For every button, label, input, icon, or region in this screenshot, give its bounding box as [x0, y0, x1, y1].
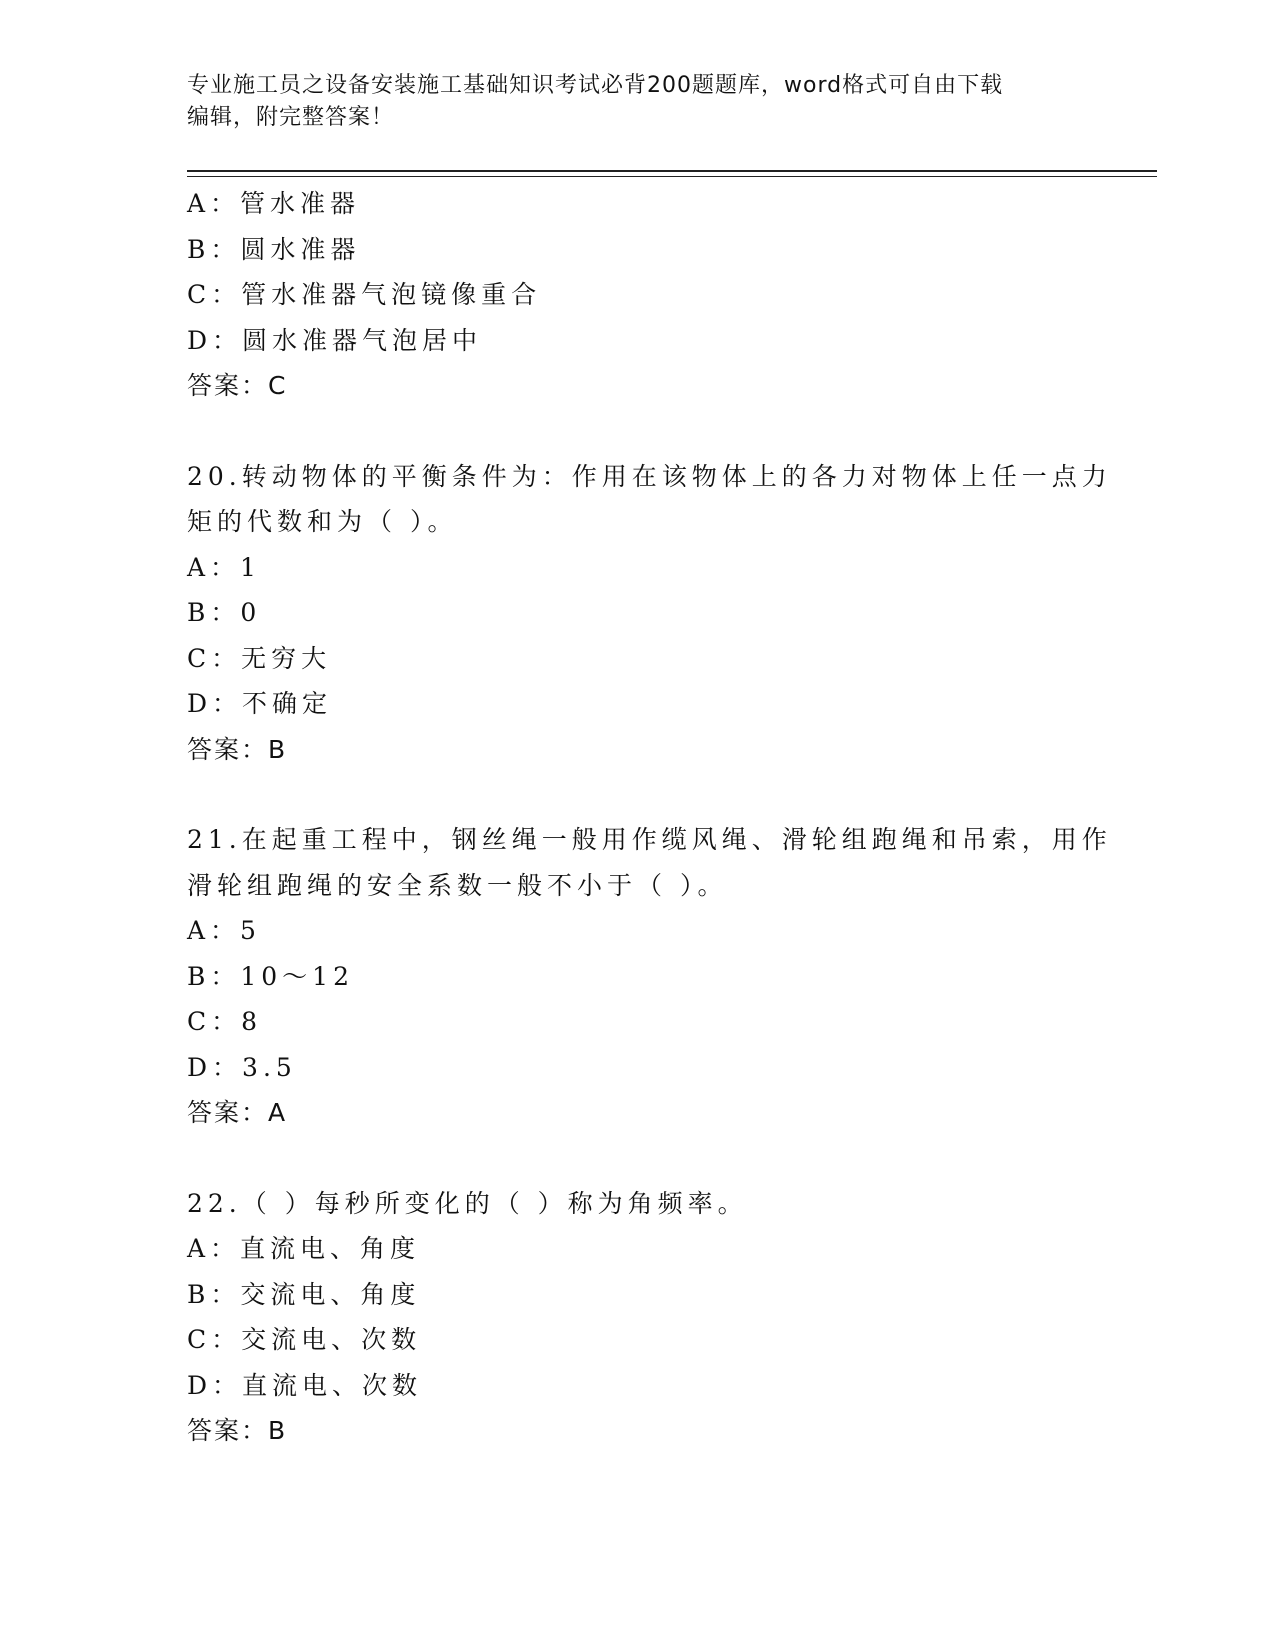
- question-stem-line-1: 22.（ ）每秒所变化的（ ）称为角频率。: [187, 1188, 748, 1218]
- answer-line: 答案：A: [187, 1098, 288, 1127]
- question-stem-line-1: 21.在起重工程中，钢丝绳一般用作缆风绳、滑轮组跑绳和吊索，用作: [187, 825, 1112, 854]
- option-c: C：无穷大: [187, 643, 332, 673]
- option-b: B：圆水准器: [187, 234, 361, 264]
- header-title-line-1: 专业施工员之设备安装施工基础知识考试必背200题题库，word格式可自由下载: [187, 73, 1004, 98]
- option-b: B：10～12: [187, 961, 354, 991]
- document-header: [187, 70, 1087, 134]
- spacer: [187, 1136, 1157, 1181]
- option-a: A：管水准器: [187, 189, 361, 218]
- option-a: A：1: [187, 552, 261, 582]
- option-d: D：3.5: [187, 1052, 297, 1082]
- answer-line: 答案：B: [187, 1416, 288, 1445]
- option-b: B：0: [187, 598, 262, 627]
- question-stem-line-2: 矩的代数和为（ ）。: [187, 507, 458, 536]
- question-stem-line-1: 20.转动物体的平衡条件为：作用在该物体上的各力对物体上任一点力: [187, 461, 1112, 491]
- option-d: D：直流电、次数: [187, 1370, 423, 1400]
- option-c: C：8: [187, 1007, 263, 1036]
- option-a: A：直流电、角度: [187, 1234, 421, 1263]
- question-block-20: [187, 454, 1157, 773]
- question-block-21: [187, 817, 1157, 1136]
- spacer: [187, 772, 1157, 817]
- option-a: A：5: [187, 916, 261, 945]
- question-stem-line-2: 滑轮组跑绳的安全系数一般不小于（ ）。: [187, 870, 728, 900]
- option-c: C：交流电、次数: [187, 1325, 422, 1354]
- option-d: D：不确定: [187, 689, 333, 718]
- option-d: D：圆水准器气泡居中: [187, 325, 483, 355]
- option-c: C：管水准器气泡镜像重合: [187, 280, 542, 309]
- option-b: B：交流电、角度: [187, 1279, 421, 1309]
- spacer: [187, 409, 1157, 454]
- document-page: [187, 70, 1157, 1454]
- question-block-19: [187, 181, 1157, 409]
- answer-line: 答案：B: [187, 734, 288, 764]
- question-block-22: [187, 1181, 1157, 1454]
- answer-line: 答案：C: [187, 371, 288, 400]
- header-divider: [187, 170, 1157, 177]
- header-title-line-2: 编辑，附完整答案！: [187, 105, 395, 130]
